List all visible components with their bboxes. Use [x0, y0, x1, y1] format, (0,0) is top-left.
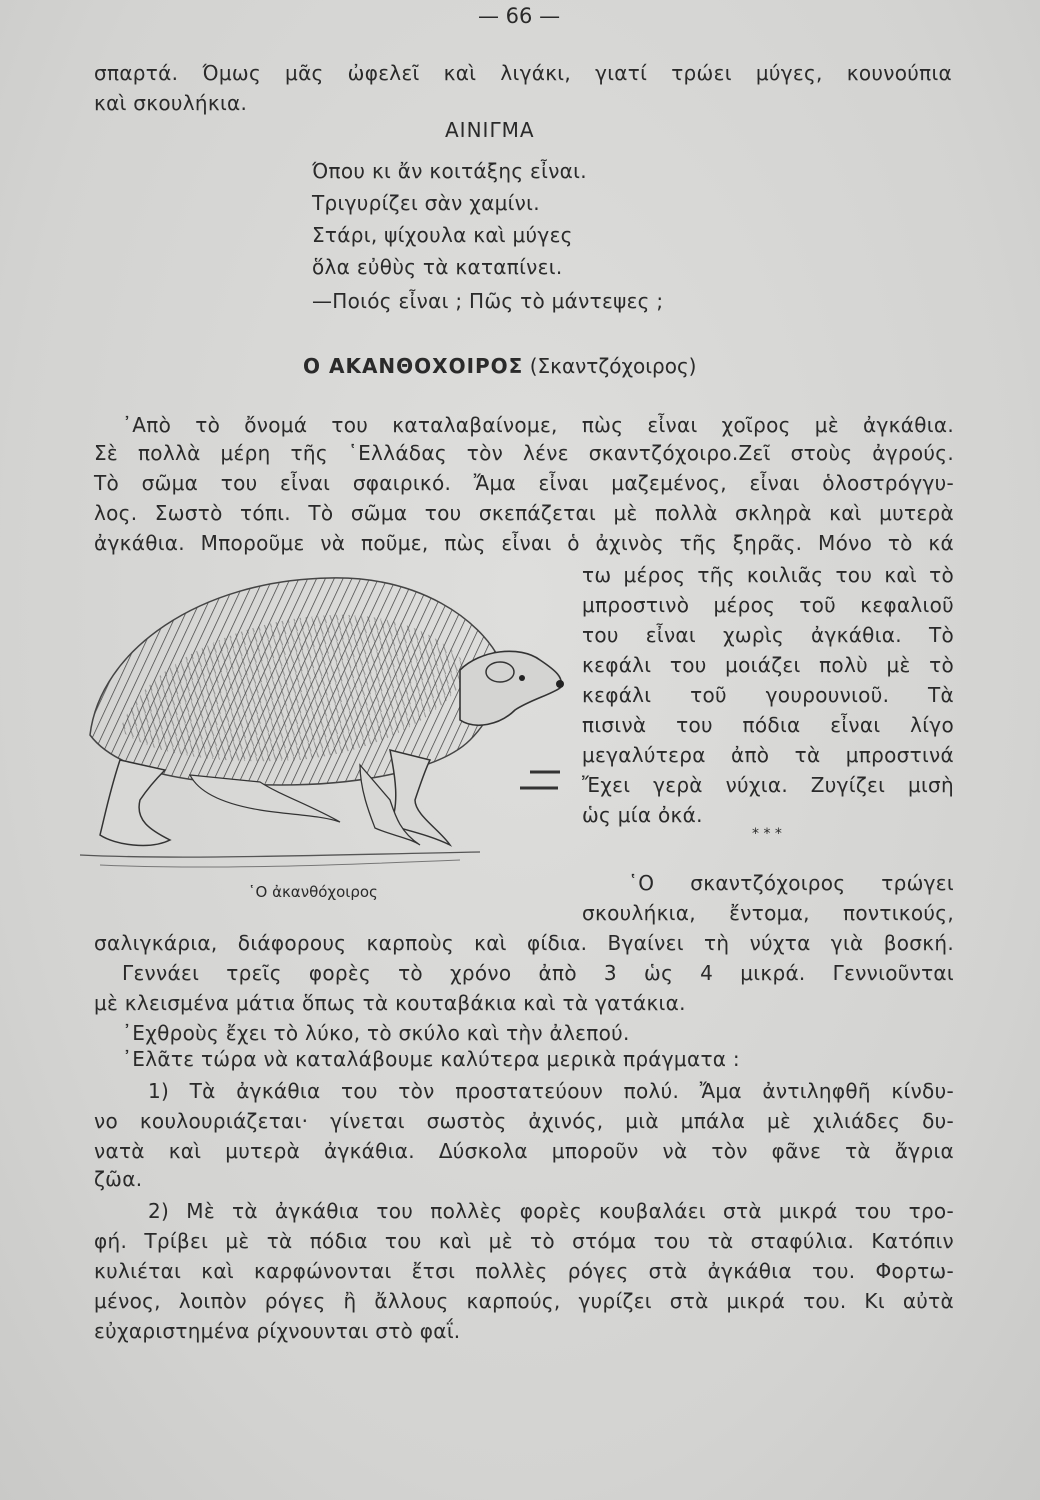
intro-line-2: καὶ σκουλήκια.: [94, 91, 248, 115]
para1-line-5: ἀγκάθια. Μποροῦμε νὰ ποῦμε, πὼς εἶναι ὁ ἀχινὸς τῆς ξηρᾶς. Μόνο τὸ κά: [94, 531, 954, 555]
para2-line-12: κυλιέται καὶ καρφώνονται ἔτσι πολλὲς ρόγες στὰ ἀγκάθια του. Φορτω-: [94, 1259, 954, 1283]
para2-line-3: μὲ κλεισμένα μάτια ὅπως τὰ κουταβάκια καὶ τὰ γατάκια.: [94, 991, 686, 1015]
para1-right-line-9: ὡς μία ὀκά.: [582, 803, 703, 827]
para1-line-2: Σὲ πολλὰ μέρη τῆς ῾Ελλάδας τὸν λένε σκαντζόχοιρο.Ζεῖ στοὺς ἀγρούς.: [94, 441, 954, 465]
para2-line-10: 2) Μὲ τὰ ἀγκάθια του πολλὲς φορὲς κουβαλάει στὰ μικρά του τρο-: [148, 1199, 954, 1223]
heading-main: Ο ΑΚΑΝΘΟΧΟΙΡΟΣ: [303, 354, 524, 378]
hedgehog-head: [460, 651, 561, 725]
section-heading: [303, 354, 697, 378]
riddle-line-5: —Ποιός εἶναι ; Πῶς τὸ μάντεψες ;: [312, 289, 664, 313]
para2-line-11: φή. Τρίβει μὲ τὰ πόδια του καὶ μὲ τὸ στόμα του τὰ σταφύλια. Κατόπιν: [94, 1229, 954, 1253]
riddle-line-1: Όπου κι ἄν κοιτάξης εἶναι.: [312, 159, 587, 183]
para1-line-3: Τὸ σῶμα του εἶναι σφαιρικό. Ἄμα εἶναι μαζεμένος, εἶναι ὁλοστρόγγυ-: [94, 471, 954, 495]
para2-line-1: σαλιγκάρια, διάφορους καρποὺς καὶ φίδια. Βγαίνει τὴ νύχτα γιὰ βοσκή.: [94, 931, 954, 955]
para2-right-line-2: σκουλήκια, ἔντομα, ποντικούς,: [582, 901, 954, 925]
para2-line-7: νο κουλουριάζεται· γίνεται σωστὸς ἀχινός, μιὰ μπάλα μὲ χιλιάδες δυ-: [94, 1109, 954, 1133]
para2-line-5: ᾿Ελᾶτε τώρα νὰ καταλάβουμε καλύτερα μερικὰ πράγματα :: [122, 1047, 740, 1071]
para2-line-8: νατὰ καὶ μυτερὰ ἀγκάθια. Δύσκολα μποροῦν νὰ τὸν φᾶνε τὰ ἄγρια: [94, 1139, 954, 1163]
para1-right-line-2: μπροστινὸ μέρος τοῦ κεφαλιοῦ: [582, 593, 954, 617]
para1-right-line-5: κεφάλι τοῦ γουρουνιοῦ. Τὰ: [582, 683, 954, 707]
para1-line-4: λος. Σωστὸ τόπι. Τὸ σῶμα του σκεπάζεται μὲ πολλὰ σκληρὰ καὶ μυτερὰ: [94, 501, 954, 525]
intro-line-1: σπαρτά. Όμως μᾶς ὠφελεῖ καὶ λιγάκι, γιατί τρώει μύγες, κουνούπια: [94, 61, 952, 85]
hedgehog-illustration: [60, 560, 580, 890]
section-separator: * * *: [752, 826, 782, 842]
figure-caption: ῾Ο ἀκανθόχοιρος: [248, 883, 378, 901]
para1-right-line-3: του εἶναι χωρὶς ἀγκάθια. Τὸ: [582, 623, 954, 647]
para1-right-line-8: Ἔχει γερὰ νύχια. Ζυγίζει μισὴ: [582, 773, 954, 797]
para2-line-13: μένος, λοιπὸν ρόγες ἢ ἄλλους καρπούς, γυρίζει στὰ μικρά του. Κι αὐτὰ: [94, 1289, 954, 1313]
para2-line-14: εὐχαριστημένα ρίχνουνται στὸ φαΐ.: [94, 1319, 461, 1343]
para2-line-6: 1) Τὰ ἀγκάθια του τὸν προστατεύουν πολύ. Ἄμα ἀντιληφθῆ κίνδυ-: [148, 1079, 954, 1103]
para2-line-4: ᾿Εχθροὺς ἔχει τὸ λύκο, τὸ σκύλο καὶ τὴν ἀλεπού.: [122, 1021, 630, 1045]
para2-line-9: ζῶα.: [94, 1167, 143, 1191]
heading-sub: (Σκαντζόχοιρος): [529, 354, 697, 378]
para1-right-line-7: μεγαλύτερα ἀπὸ τὰ μπροστινά: [582, 743, 954, 767]
hedgehog-hind-leg: [100, 760, 170, 845]
riddle-line-3: Στάρι, ψίχουλα καὶ μύγες: [312, 223, 573, 247]
para2-line-2: Γεννάει τρεῖς φορὲς τὸ χρόνο ἀπὸ 3 ὡς 4 μικρά. Γεννιοῦνται: [122, 961, 954, 985]
riddle-line-2: Τριγυρίζει σὰν χαμίνι.: [312, 191, 540, 215]
riddle-line-4: ὅλα εὐθὺς τὰ καταπίνει.: [312, 255, 563, 279]
para2-right-line-1: ῾Ο σκαντζόχοιρος τρώγει: [628, 871, 954, 895]
para1-right-line-4: κεφάλι του μοιάζει πολὺ μὲ τὸ: [582, 653, 954, 677]
para1-right-line-1: τω μέρος τῆς κοιλιᾶς του καὶ τὸ: [582, 563, 954, 587]
para1-right-line-6: πισινὰ του πόδια εἶναι λίγο: [582, 713, 954, 737]
page-number: — 66 —: [478, 4, 561, 28]
riddle-title: ΑΙΝΙΓΜΑ: [445, 118, 535, 142]
para1-line-1: ᾿Απὸ τὸ ὄνομά του καταλαβαίνομε, πὼς εἶναι χοῖρος μὲ ἀγκάθια.: [122, 413, 954, 437]
